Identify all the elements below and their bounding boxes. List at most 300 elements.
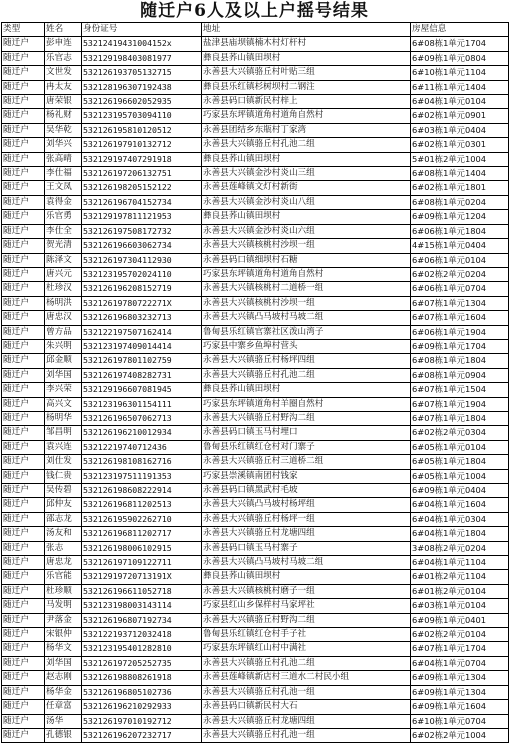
cell-type: 随迁户 [2, 642, 45, 656]
table-row [2, 239, 509, 253]
cell-address: 永善县团结乡东瓶村丁家湾 [202, 123, 411, 137]
table-row [2, 152, 509, 166]
cell-address: 永善县大兴镇骆丘村龙塘四组 [202, 714, 411, 728]
cell-housing-info: 6#09栋1单元1604 [411, 700, 509, 714]
cell-address: 永善县大兴镇骆丘村孔池二组 [202, 656, 411, 670]
cell-address: 彝良县荞山镇田坝村 [202, 210, 411, 224]
table-row [2, 411, 509, 425]
cell-type: 随迁户 [2, 109, 45, 123]
cell-housing-info: 6#08栋1单元0904 [411, 368, 509, 382]
cell-address: 永善县大兴镇凸马坡村马坡二组 [202, 311, 411, 325]
cell-name: 唐荣银 [45, 95, 82, 109]
cell-id-number: 532126196803232713 [82, 311, 202, 325]
cell-id-number: 532129196607081945 [82, 383, 202, 397]
cell-housing-info: 6#08栋1单元1404 [411, 167, 509, 181]
table-row [2, 109, 509, 123]
cell-address: 永善县大兴镇骆丘村孔池二组 [202, 368, 411, 382]
cell-address: 巧家县东坪镇道角村道角自然村 [202, 267, 411, 281]
cell-type: 随迁户 [2, 181, 45, 195]
cell-housing-info: 6#03栋1单元0404 [411, 123, 509, 137]
cell-id-number: 532126198006102915 [82, 541, 202, 555]
cell-id-number: 532123195401282810 [82, 642, 202, 656]
table-row [2, 37, 509, 51]
cell-housing-info: 6#05栋1单元1804 [411, 455, 509, 469]
cell-id-number: 532126196805102736 [82, 685, 202, 699]
cell-id-number: 53212219740712436 [82, 440, 202, 454]
table-row [2, 584, 509, 598]
cell-name: 袁兴连 [45, 440, 82, 454]
table-row [2, 66, 509, 80]
cell-housing-info: 6#02栋2单元0104 [411, 628, 509, 642]
cell-address: 永善县大兴镇骆丘村孔池二组 [202, 138, 411, 152]
cell-type: 随迁户 [2, 195, 45, 209]
cell-name: 邹昌明 [45, 426, 82, 440]
cell-address: 巧家县东坪镇道角村道角自然村 [202, 109, 411, 123]
cell-name: 王文凤 [45, 181, 82, 195]
table-row [2, 339, 509, 353]
cell-id-number: 532126198205152122 [82, 181, 202, 195]
cell-address: 彝良县荞山镇田坝村 [202, 570, 411, 584]
cell-name: 唐忠龙 [45, 556, 82, 570]
cell-address: 永善县大兴镇核桃村二道桥一组 [202, 282, 411, 296]
cell-address: 彝良县乐红镇杉树坝村二钢注 [202, 80, 411, 94]
cell-name: 汤友和 [45, 527, 82, 541]
cell-type: 随迁户 [2, 253, 45, 267]
cell-id-number: 532126196704152734 [82, 195, 202, 209]
cell-name: 汤华 [45, 714, 82, 728]
cell-id-number: 532126196603062734 [82, 239, 202, 253]
document-title: 随迁户6人及以上户摇号结果 [140, 1, 369, 21]
table-row [2, 253, 509, 267]
cell-id-number: 532123198003143114 [82, 599, 202, 613]
table-row [2, 656, 509, 670]
table-row [2, 613, 509, 627]
cell-housing-info: 6#02栋1单元1801 [411, 181, 509, 195]
cell-id-number: 532126198608222914 [82, 484, 202, 498]
cell-name: 杜珍顺 [45, 584, 82, 598]
cell-housing-info: 6#08栋1单元0204 [411, 195, 509, 209]
cell-type: 随迁户 [2, 152, 45, 166]
cell-housing-info: 6#07栋1单元1304 [411, 296, 509, 310]
cell-name: 李兴荣 [45, 383, 82, 397]
cell-name: 文世发 [45, 66, 82, 80]
cell-address: 永善县大兴镇骆丘村孔池一组 [202, 685, 411, 699]
cell-id-number: 532128196307192438 [82, 80, 202, 94]
cell-address: 永善县大兴镇骆丘村杨坪一组 [202, 512, 411, 526]
table-row [2, 570, 509, 584]
cell-type: 随迁户 [2, 671, 45, 685]
cell-address: 永善县大兴镇骆丘村叶贴三组 [202, 66, 411, 80]
cell-address: 永善县大兴镇核桃村磨子一组 [202, 584, 411, 598]
table-row [2, 469, 509, 483]
cell-name: 任章富 [45, 700, 82, 714]
cell-housing-info: 6#04栋1单元0104 [411, 95, 509, 109]
cell-type: 随迁户 [2, 484, 45, 498]
cell-address: 巧家县中寨乡鱼埠村营头 [202, 339, 411, 353]
cell-id-number: 532126193705132715 [82, 66, 202, 80]
table-row [2, 512, 509, 526]
cell-housing-info: 6#08栋1单元1804 [411, 354, 509, 368]
table-row [2, 210, 509, 224]
header-name: 姓名 [45, 23, 82, 37]
cell-name: 高兴文 [45, 397, 82, 411]
cell-id-number: 532129197811121953 [82, 210, 202, 224]
cell-id-number: 532123197409014414 [82, 339, 202, 353]
cell-id-number: 532126197408282731 [82, 368, 202, 382]
table-row [2, 599, 509, 613]
cell-id-number: 532126198108162716 [82, 455, 202, 469]
cell-address: 永善县大兴镇凸马坡村马坡二组 [202, 556, 411, 570]
cell-type: 随迁户 [2, 570, 45, 584]
cell-name: 彭申连 [45, 37, 82, 51]
cell-housing-info: 4#15栋1单元0404 [411, 239, 509, 253]
cell-housing-info: 6#05栋1单元0104 [411, 440, 509, 454]
cell-name: 孔德银 [45, 728, 82, 742]
table-row [2, 440, 509, 454]
cell-address: 鲁甸县乐红镇官寨社区泼山湾子 [202, 325, 411, 339]
cell-id-number: 532126197304112930 [82, 253, 202, 267]
cell-address: 巧家县红山乡保样村马家坪社 [202, 599, 411, 613]
header-id-number: 身份证号 [82, 23, 202, 37]
cell-id-number: 532126197508172732 [82, 224, 202, 238]
cell-address: 永善县大兴镇金沙村炎山八组 [202, 195, 411, 209]
cell-type: 随迁户 [2, 80, 45, 94]
cell-type: 随迁户 [2, 411, 45, 425]
cell-housing-info: 6#06栋1单元1804 [411, 224, 509, 238]
cell-type: 随迁户 [2, 584, 45, 598]
cell-id-number: 532126196602052935 [82, 95, 202, 109]
cell-name: 曾方品 [45, 325, 82, 339]
table-row [2, 51, 509, 65]
cell-address: 永善县大兴镇骆丘村孔池一组 [202, 728, 411, 742]
table-row [2, 426, 509, 440]
cell-name: 乐官能 [45, 570, 82, 584]
cell-type: 随迁户 [2, 628, 45, 642]
cell-name: 马发明 [45, 599, 82, 613]
cell-type: 随迁户 [2, 210, 45, 224]
cell-housing-info: 6#06栋1单元0704 [411, 282, 509, 296]
cell-type: 随迁户 [2, 714, 45, 728]
table-row [2, 181, 509, 195]
cell-housing-info: 6#04栋1单元1604 [411, 498, 509, 512]
cell-address: 永善县码口镇新民村梓上 [202, 95, 411, 109]
table-row [2, 123, 509, 137]
cell-address: 永善县莲峰镇文灯村新街 [202, 181, 411, 195]
cell-id-number: 532126198808261918 [82, 671, 202, 685]
cell-type: 随迁户 [2, 339, 45, 353]
cell-address: 永善县莲峰镇新店村三道水二村民小组 [202, 671, 411, 685]
cell-id-number: 53212919720713191X [82, 570, 202, 584]
cell-housing-info: 6#04栋1单元0704 [411, 656, 509, 670]
cell-name: 杨明洪 [45, 296, 82, 310]
table-row [2, 195, 509, 209]
cell-id-number: 532126196611052718 [82, 584, 202, 598]
cell-housing-info: 6#09栋1单元0401 [411, 613, 509, 627]
cell-type: 随迁户 [2, 426, 45, 440]
cell-id-number: 532126196811202513 [82, 498, 202, 512]
table-header-row [2, 23, 509, 37]
cell-id-number: 532123195703094110 [82, 109, 202, 123]
cell-address: 盐津县庙坝镇楠木村灯杆村 [202, 37, 411, 51]
cell-address: 永善县大兴镇骆丘村龙塘四组 [202, 527, 411, 541]
cell-housing-info: 6#02栋1单元0301 [411, 138, 509, 152]
cell-id-number: 532123197511191353 [82, 469, 202, 483]
cell-id-number: 53212619780722271X [82, 296, 202, 310]
cell-id-number: 532126197206132751 [82, 167, 202, 181]
cell-housing-info: 6#09栋1单元1304 [411, 671, 509, 685]
header-housing-info: 房屋信息 [411, 23, 509, 37]
cell-name: 刘仕发 [45, 455, 82, 469]
cell-housing-info: 6#04栋1单元0304 [411, 512, 509, 526]
cell-id-number: 532123196301154111 [82, 397, 202, 411]
table-row [2, 671, 509, 685]
cell-name: 朱兴明 [45, 339, 82, 353]
cell-name: 袁得金 [45, 195, 82, 209]
cell-type: 随迁户 [2, 123, 45, 137]
table-row [2, 484, 509, 498]
cell-address: 鲁甸县乐红镇红仓村手子社 [202, 628, 411, 642]
cell-address: 永善县大兴镇骆丘村野沟二组 [202, 411, 411, 425]
cell-type: 随迁户 [2, 282, 45, 296]
cell-name: 吴传碧 [45, 484, 82, 498]
table-row [2, 628, 509, 642]
cell-type: 随迁户 [2, 167, 45, 181]
cell-name: 赵志刚 [45, 671, 82, 685]
table-row [2, 714, 509, 728]
cell-name: 贺光清 [45, 239, 82, 253]
cell-id-number: 532126195810120512 [82, 123, 202, 137]
cell-type: 随迁户 [2, 656, 45, 670]
cell-name: 唐忠汉 [45, 311, 82, 325]
cell-address: 彝良县荞山镇田坝村 [202, 51, 411, 65]
cell-type: 随迁户 [2, 325, 45, 339]
cell-address: 彝良县荞山镇田坝村 [202, 152, 411, 166]
cell-id-number: 532126196811202717 [82, 527, 202, 541]
cell-type: 随迁户 [2, 700, 45, 714]
cell-housing-info: 6#10栋1单元1104 [411, 66, 509, 80]
cell-name: 邱金顺 [45, 354, 82, 368]
cell-address: 永善县大兴镇骆丘村野沟二组 [202, 613, 411, 627]
cell-type: 随迁户 [2, 224, 45, 238]
cell-type: 随迁户 [2, 239, 45, 253]
cell-name: 尹落金 [45, 613, 82, 627]
cell-address: 永善县码口镇细坝村石糖 [202, 253, 411, 267]
cell-housing-info: 6#07栋1单元1804 [411, 411, 509, 425]
cell-type: 随迁户 [2, 685, 45, 699]
cell-type: 随迁户 [2, 556, 45, 570]
cell-address: 巧家县崇溪镇南团村钱家 [202, 469, 411, 483]
cell-housing-info: 6#09栋1单元1204 [411, 210, 509, 224]
table-row [2, 325, 509, 339]
cell-name: 杨华文 [45, 642, 82, 656]
cell-housing-info: 6#08栋1单元1704 [411, 37, 509, 51]
cell-name: 杜珍汉 [45, 282, 82, 296]
cell-address: 巧家县东坪镇道角村羊圈自然村 [202, 397, 411, 411]
cell-name: 杨华金 [45, 685, 82, 699]
table-row [2, 541, 509, 555]
table-row [2, 138, 509, 152]
cell-address: 永善县大兴镇凸马坡村杨坪组 [202, 498, 411, 512]
cell-type: 随迁户 [2, 455, 45, 469]
cell-housing-info: 6#07栋1单元1504 [411, 383, 509, 397]
lottery-result-table [1, 22, 509, 743]
cell-type: 随迁户 [2, 368, 45, 382]
cell-name: 宋银仲 [45, 628, 82, 642]
cell-type: 随迁户 [2, 383, 45, 397]
cell-id-number: 532126197109122711 [82, 556, 202, 570]
cell-id-number: 532122193712032418 [82, 628, 202, 642]
table-row [2, 383, 509, 397]
cell-type: 随迁户 [2, 512, 45, 526]
header-address: 地址 [202, 23, 411, 37]
cell-id-number: 532129197407291918 [82, 152, 202, 166]
cell-housing-info: 6#05栋1单元1004 [411, 469, 509, 483]
cell-type: 随迁户 [2, 51, 45, 65]
cell-housing-info: 6#07栋1单元1704 [411, 642, 509, 656]
cell-name: 刘华国 [45, 368, 82, 382]
cell-housing-info: 5#01栋2单元1004 [411, 152, 509, 166]
cell-type: 随迁户 [2, 66, 45, 80]
table-row [2, 685, 509, 699]
cell-id-number: 532126196208152719 [82, 282, 202, 296]
cell-address: 永善县大兴镇核桃村沙坝一组 [202, 239, 411, 253]
cell-name: 张志 [45, 541, 82, 555]
cell-address: 永善县码口镇黑武村毛坡 [202, 484, 411, 498]
cell-name: 乐官勇 [45, 210, 82, 224]
cell-type: 随迁户 [2, 311, 45, 325]
cell-id-number: 532123195702024110 [82, 267, 202, 281]
table-row [2, 728, 509, 742]
table-row [2, 556, 509, 570]
cell-name: 唐兴元 [45, 267, 82, 281]
cell-housing-info: 3#08栋2单元0204 [411, 541, 509, 555]
cell-type: 随迁户 [2, 138, 45, 152]
table-row [2, 527, 509, 541]
cell-id-number: 532126196507062713 [82, 411, 202, 425]
cell-type: 随迁户 [2, 440, 45, 454]
table-row [2, 642, 509, 656]
cell-type: 随迁户 [2, 541, 45, 555]
cell-id-number: 532126196207232717 [82, 728, 202, 742]
cell-id-number: 532126196210012934 [82, 426, 202, 440]
table-row [2, 282, 509, 296]
cell-name: 张高晴 [45, 152, 82, 166]
table-row [2, 397, 509, 411]
cell-housing-info: 6#10栋1单元0704 [411, 714, 509, 728]
cell-name: 杨礼财 [45, 109, 82, 123]
cell-type: 随迁户 [2, 397, 45, 411]
cell-housing-info: 6#07栋1单元1604 [411, 311, 509, 325]
cell-housing-info: 6#09栋1单元1704 [411, 339, 509, 353]
cell-address: 巧家县东坪镇红山村中满社 [202, 642, 411, 656]
cell-type: 随迁户 [2, 469, 45, 483]
cell-name: 邵志龙 [45, 512, 82, 526]
cell-address: 永善县大兴镇骆丘村杨坪四组 [202, 354, 411, 368]
cell-address: 永善县大兴镇骆丘村三道桥二组 [202, 455, 411, 469]
cell-name: 李仕全 [45, 224, 82, 238]
cell-type: 随迁户 [2, 267, 45, 281]
cell-address: 永善县码口镇玉马村寨子 [202, 541, 411, 555]
table-row [2, 368, 509, 382]
cell-id-number: 532129198403081977 [82, 51, 202, 65]
cell-id-number: 532126195902262710 [82, 512, 202, 526]
table-row [2, 700, 509, 714]
cell-name: 邱仲友 [45, 498, 82, 512]
cell-housing-info: 6#02栋2单元1004 [411, 728, 509, 742]
table-row [2, 224, 509, 238]
cell-type: 随迁户 [2, 95, 45, 109]
cell-type: 随迁户 [2, 354, 45, 368]
cell-type: 随迁户 [2, 498, 45, 512]
cell-type: 随迁户 [2, 728, 45, 742]
cell-name: 刘华国 [45, 656, 82, 670]
table-row [2, 455, 509, 469]
cell-housing-info: 6#04栋1单元1104 [411, 556, 509, 570]
cell-type: 随迁户 [2, 599, 45, 613]
cell-name: 杨明华 [45, 411, 82, 425]
table-row [2, 311, 509, 325]
cell-name: 吴华乾 [45, 123, 82, 137]
cell-address: 永善县大兴镇金沙村炎山三组 [202, 167, 411, 181]
cell-housing-info: 6#06栋1单元1904 [411, 325, 509, 339]
cell-type: 随迁户 [2, 296, 45, 310]
cell-housing-info: 6#06栋1单元0104 [411, 253, 509, 267]
cell-id-number: 532126196210292933 [82, 700, 202, 714]
cell-name: 李仕福 [45, 167, 82, 181]
cell-id-number: 532126196807192734 [82, 613, 202, 627]
cell-housing-info: 6#07栋1单元1904 [411, 397, 509, 411]
cell-id-number: 532126197010192712 [82, 714, 202, 728]
cell-housing-info: 6#02栋1单元0901 [411, 109, 509, 123]
cell-type: 随迁户 [2, 527, 45, 541]
table-row [2, 95, 509, 109]
cell-address: 鲁甸县乐红镇红仓村对门寨子 [202, 440, 411, 454]
cell-housing-info: 6#04栋1单元1804 [411, 527, 509, 541]
cell-address: 永善县大兴镇金沙村炎山六组 [202, 224, 411, 238]
cell-housing-info: 6#01栋2单元0104 [411, 584, 509, 598]
table-row [2, 498, 509, 512]
cell-address: 永善县码口镇新民村大石 [202, 700, 411, 714]
cell-name: 乐官志 [45, 51, 82, 65]
cell-address: 彝良县荞山镇田坝村 [202, 383, 411, 397]
cell-housing-info: 6#02栋2单元0304 [411, 426, 509, 440]
cell-id-number: 532126197205252735 [82, 656, 202, 670]
table-row [2, 167, 509, 181]
cell-id-number: 532126197801102759 [82, 354, 202, 368]
cell-housing-info: 6#03栋1单元0104 [411, 599, 509, 613]
cell-housing-info: 6#11栋1单元1404 [411, 80, 509, 94]
cell-housing-info: 6#01栋2单元1104 [411, 570, 509, 584]
table-row [2, 354, 509, 368]
cell-housing-info: 6#09栋1单元1304 [411, 685, 509, 699]
cell-housing-info: 6#02栋2单元0204 [411, 267, 509, 281]
table-row [2, 267, 509, 281]
cell-name: 钱仁贵 [45, 469, 82, 483]
cell-housing-info: 6#09栋1单元0804 [411, 51, 509, 65]
cell-type: 随迁户 [2, 37, 45, 51]
header-type: 类型 [2, 23, 45, 37]
table-row [2, 296, 509, 310]
cell-address: 永善县大兴镇核桃村沙坝一组 [202, 296, 411, 310]
table-row [2, 80, 509, 94]
cell-name: 冉太友 [45, 80, 82, 94]
cell-name: 陈泽文 [45, 253, 82, 267]
cell-id-number: 53212419431004152x [82, 37, 202, 51]
cell-id-number: 532122197507162414 [82, 325, 202, 339]
cell-name: 刘华兴 [45, 138, 82, 152]
cell-address: 永善县码口镇玉马村埋口 [202, 426, 411, 440]
cell-housing-info: 6#09栋1单元0404 [411, 484, 509, 498]
